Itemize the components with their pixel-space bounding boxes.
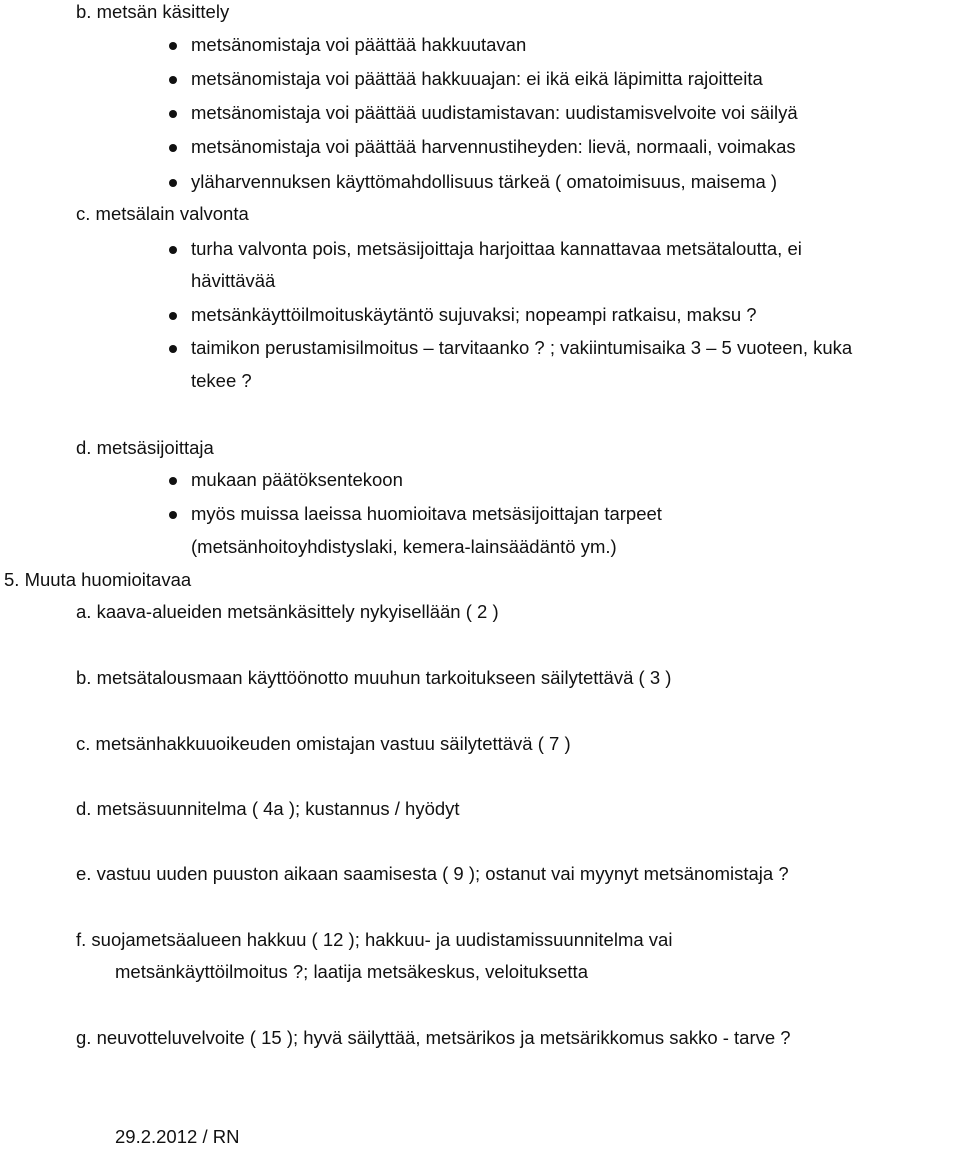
list-item-text-continuation: hävittävää	[191, 270, 276, 291]
list-item: b. metsätalousmaan käyttöönotto muuhun tarkoitukseen säilytettävä ( 3 )	[76, 667, 672, 688]
section-5-heading: 5. Muuta huomioitavaa	[4, 569, 192, 590]
list-item: e. vastuu uuden puuston aikaan saamisesta ( 9 ); ostanut vai myynyt metsänomistaja ?	[76, 863, 789, 884]
list-item: a. kaava-alueiden metsänkäsittely nykyisellään ( 2 )	[76, 601, 499, 622]
list-item-text: turha valvonta pois, metsäsijoittaja harjoittaa kannattavaa metsätaloutta, ei	[191, 238, 802, 259]
list-item-text-continuation: tekee ?	[191, 370, 252, 391]
bullet-icon	[169, 511, 177, 519]
section-c-heading: c. metsälain valvonta	[76, 203, 249, 224]
list-item-text: metsänomistaja voi päättää hakkuutavan	[191, 34, 527, 55]
bullet-icon	[169, 42, 177, 50]
list-item: d. metsäsuunnitelma ( 4a ); kustannus / hyödyt	[76, 798, 460, 819]
list-item-text: metsänomistaja voi päättää uudistamistavan: uudistamisvelvoite voi säilyä	[191, 102, 798, 123]
list-item-text-continuation: (metsänhoitoyhdistyslaki, kemera-lainsäädäntö ym.)	[191, 536, 617, 557]
bullet-icon	[169, 179, 177, 187]
list-item-text: taimikon perustamisilmoitus – tarvitaanko ? ; vakiintumisaika 3 – 5 vuoteen, kuka	[191, 337, 853, 358]
list-item-text: metsänkäyttöilmoituskäytäntö sujuvaksi; nopeampi ratkaisu, maksu ?	[191, 304, 757, 325]
bullet-icon	[169, 345, 177, 353]
list-item-text: yläharvennuksen käyttömahdollisuus tärkeä ( omatoimisuus, maisema )	[191, 171, 778, 192]
section-b-heading: b. metsän käsittely	[76, 1, 230, 22]
list-item: g. neuvotteluvelvoite ( 15 ); hyvä säilyttää, metsärikos ja metsärikkomus sakko - tarve ?	[76, 1027, 791, 1048]
bullet-icon	[169, 144, 177, 152]
bullet-icon	[169, 246, 177, 254]
bullet-icon	[169, 477, 177, 485]
list-item-text: mukaan päätöksentekoon	[191, 469, 403, 490]
section-d-heading: d. metsäsijoittaja	[76, 437, 214, 458]
list-item: c. metsänhakkuuoikeuden omistajan vastuu säilytettävä ( 7 )	[76, 733, 571, 754]
bullet-icon	[169, 312, 177, 320]
list-item-text-continuation: metsänkäyttöilmoitus ?; laatija metsäkeskus, veloituksetta	[115, 961, 588, 982]
list-item-text: metsänomistaja voi päättää harvennustiheyden: lievä, normaali, voimakas	[191, 136, 796, 157]
list-item: f. suojametsäalueen hakkuu ( 12 ); hakkuu- ja uudistamissuunnitelma vai	[76, 929, 673, 950]
bullet-icon	[169, 110, 177, 118]
list-item-text: metsänomistaja voi päättää hakkuuajan: ei ikä eikä läpimitta rajoitteita	[191, 68, 763, 89]
footer-date: 29.2.2012 / RN	[115, 1126, 240, 1147]
bullet-icon	[169, 76, 177, 84]
list-item-text: myös muissa laeissa huomioitava metsäsijoittajan tarpeet	[191, 503, 662, 524]
